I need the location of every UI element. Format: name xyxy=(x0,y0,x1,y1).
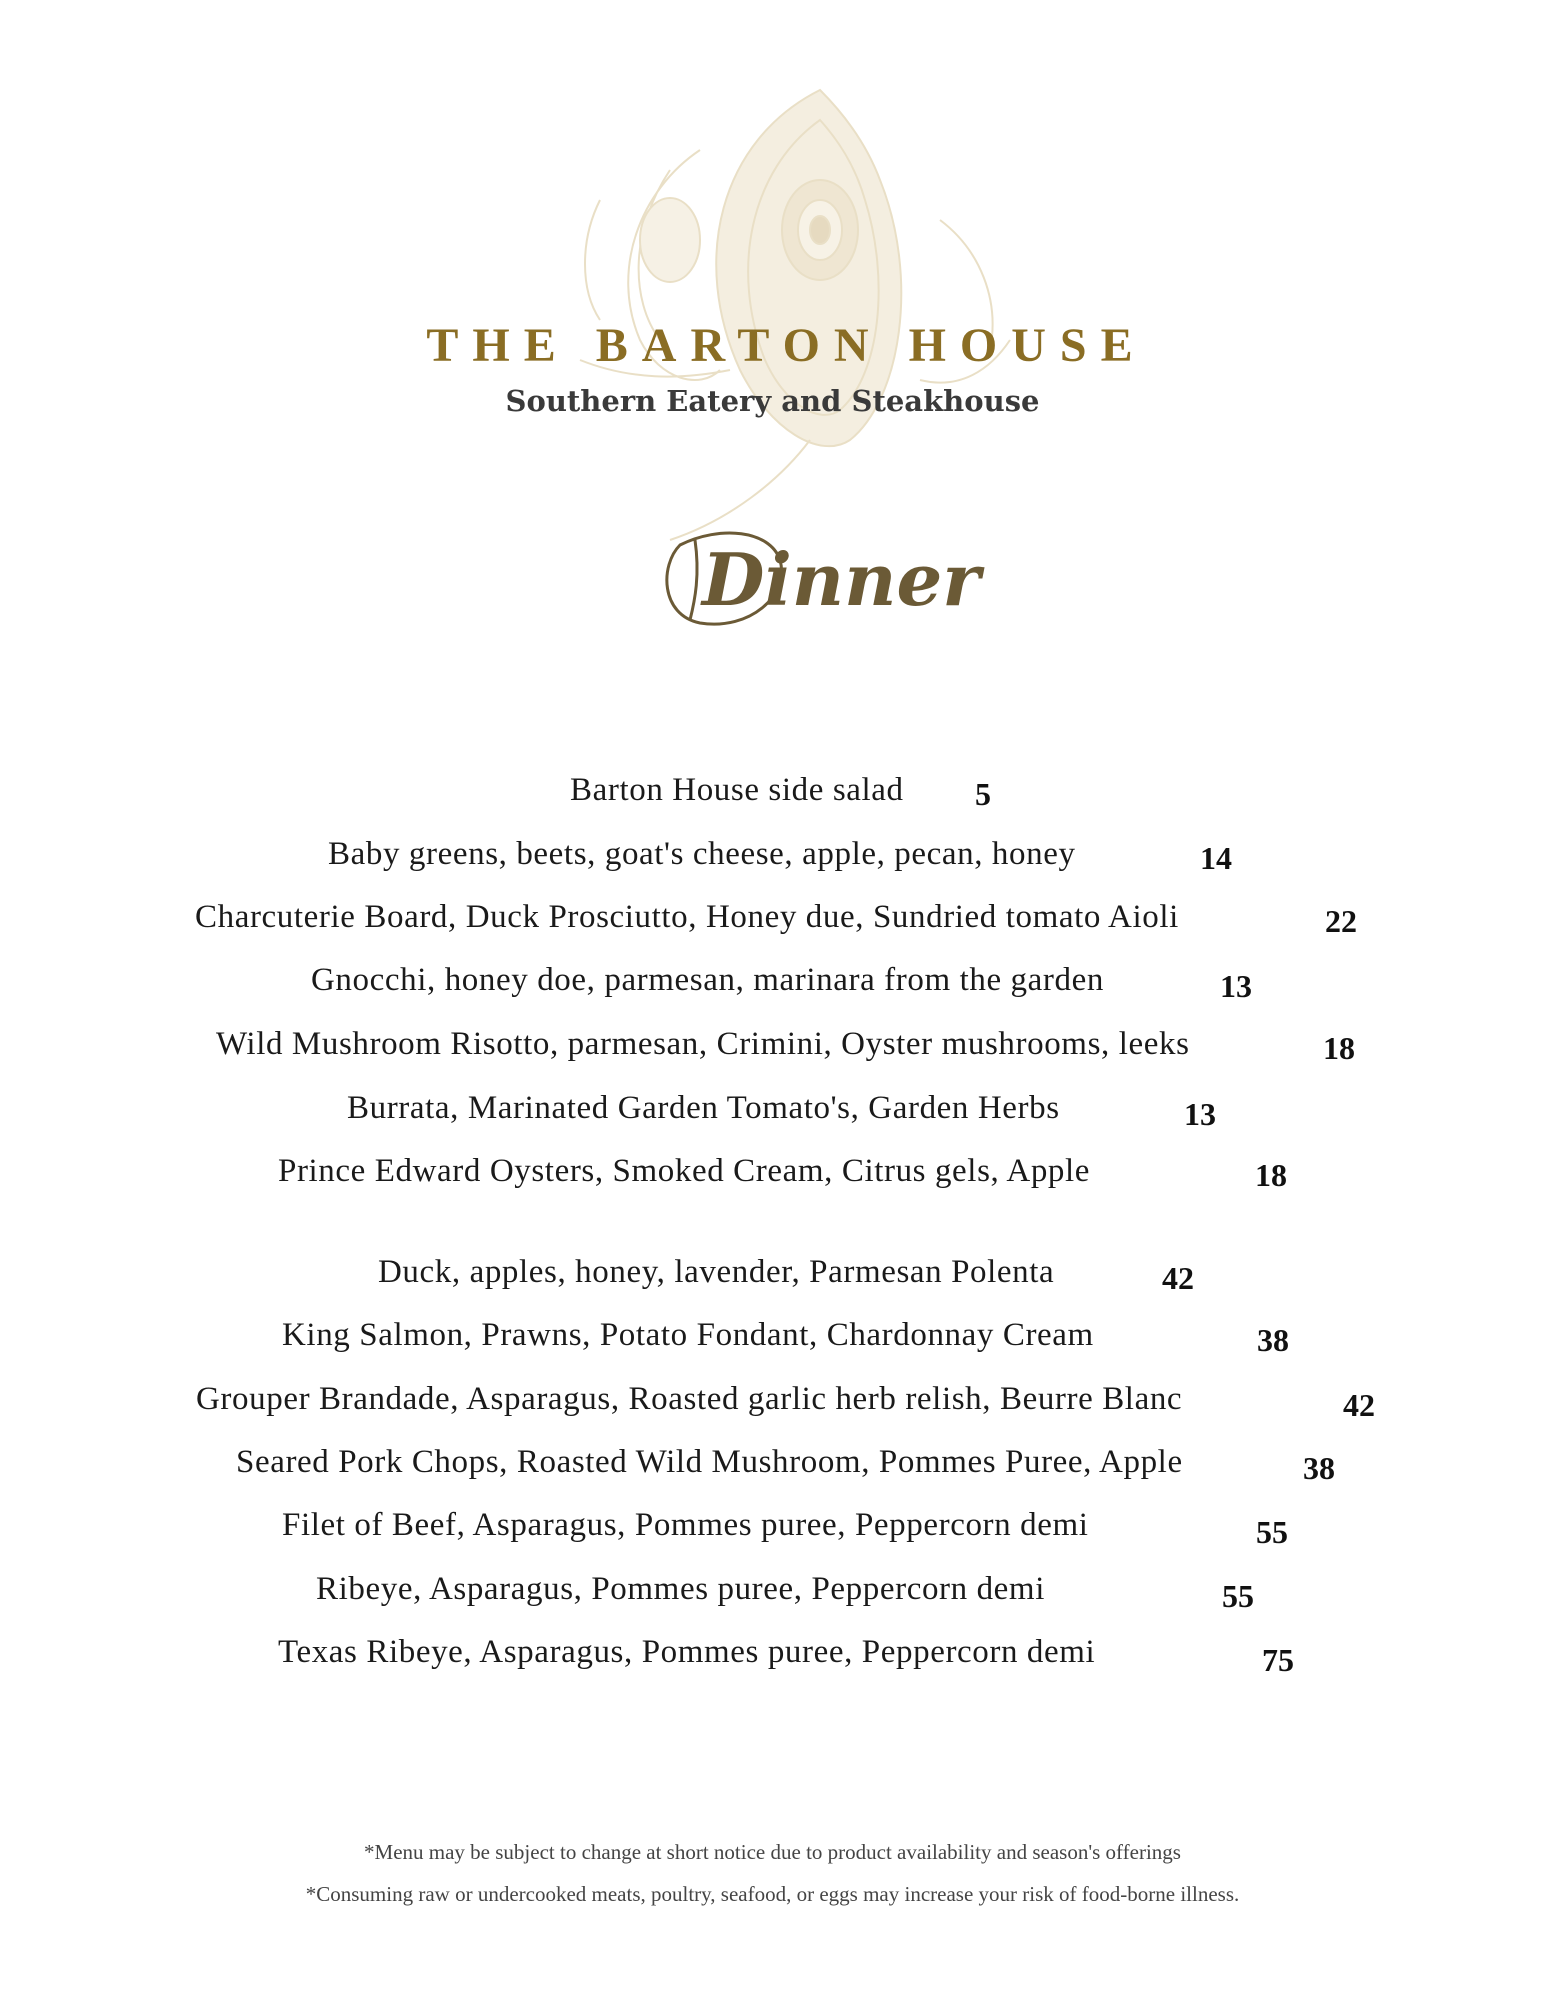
menu-item-price: 55 xyxy=(1256,1514,1288,1550)
menu-item-name: Wild Mushroom Risotto, parmesan, Crimini, Oyster mushrooms, leeks xyxy=(216,1026,1190,1062)
menu-item-price: 42 xyxy=(1343,1387,1375,1423)
menu-item-name: Seared Pork Chops, Roasted Wild Mushroom, Pommes Puree, Apple xyxy=(236,1444,1183,1480)
menu-item-price: 18 xyxy=(1255,1157,1287,1193)
footnote-menu-change: *Menu may be subject to change at short notice due to product availability and season's offerings xyxy=(364,1840,1181,1864)
menu-item-price: 22 xyxy=(1325,903,1357,939)
menu-item-name: Ribeye, Asparagus, Pommes puree, Peppercorn demi xyxy=(316,1571,1045,1607)
dinner-script-logo xyxy=(640,505,981,640)
menu-item-name: Gnocchi, honey doe, parmesan, marinara from the garden xyxy=(311,962,1104,998)
menu-item-name: Baby greens, beets, goat's cheese, apple, pecan, honey xyxy=(328,836,1076,872)
menu-item-price: 75 xyxy=(1262,1642,1294,1678)
menu-item-name: Texas Ribeye, Asparagus, Pommes puree, Peppercorn demi xyxy=(278,1634,1096,1670)
peacock-feather-icon xyxy=(520,80,1040,550)
menu-item-price: 38 xyxy=(1303,1450,1335,1486)
menu-item-price: 38 xyxy=(1257,1322,1289,1358)
menu-item-price: 14 xyxy=(1200,840,1232,876)
footnote-food-safety: *Consuming raw or undercooked meats, poultry, seafood, or eggs may increase your risk of food-borne illness. xyxy=(305,1882,1240,1906)
menu-item-name: Prince Edward Oysters, Smoked Cream, Citrus gels, Apple xyxy=(278,1153,1091,1189)
restaurant-subtitle: Southern Eatery and Steakhouse xyxy=(505,384,1040,418)
menu-item-name: Burrata, Marinated Garden Tomato's, Garden Herbs xyxy=(347,1090,1060,1126)
menu-item-name: Charcuterie Board, Duck Prosciutto, Honey due, Sundried tomato Aioli xyxy=(195,899,1179,935)
menu-item-name: King Salmon, Prawns, Potato Fondant, Chardonnay Cream xyxy=(282,1317,1094,1353)
menu-item-name: Grouper Brandade, Asparagus, Roasted garlic herb relish, Beurre Blanc xyxy=(196,1381,1183,1417)
menu-item-name: Filet of Beef, Asparagus, Pommes puree, Peppercorn demi xyxy=(282,1507,1089,1543)
menu-item-price: 13 xyxy=(1220,968,1252,1004)
menu-item-price: 42 xyxy=(1162,1260,1194,1296)
dinner-script-text: Dinner xyxy=(702,537,981,622)
restaurant-name: THE BARTON HOUSE xyxy=(426,319,1147,372)
menu-item-name: Duck, apples, honey, lavender, Parmesan Polenta xyxy=(378,1254,1055,1290)
menu-item-price: 5 xyxy=(975,776,991,812)
menu-item-price: 13 xyxy=(1184,1096,1216,1132)
menu-item-price: 55 xyxy=(1222,1578,1254,1614)
menu-item-name: Barton House side salad xyxy=(570,772,904,808)
menu-item-price: 18 xyxy=(1323,1030,1355,1066)
